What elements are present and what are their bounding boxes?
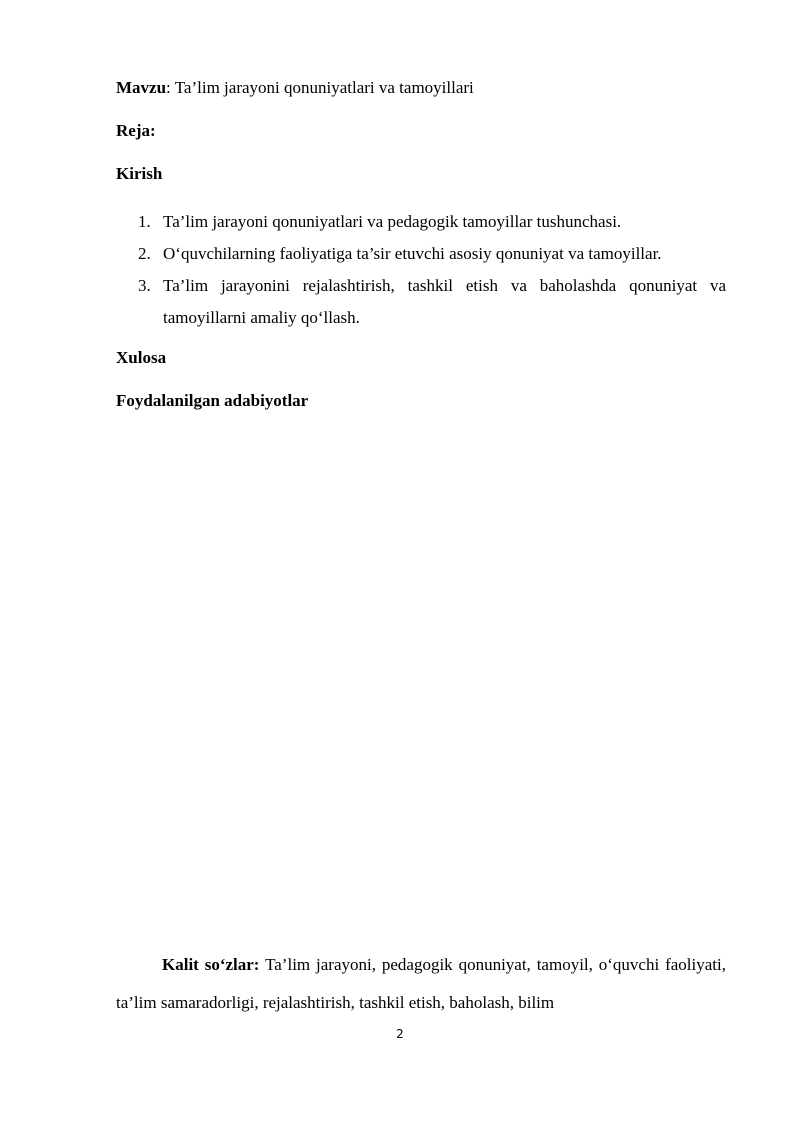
- plan-item-text: Ta’lim jarayonini rejalashtirish, tashkil etish va baholashda qonuniyat va tamoyillarni amaliy qo‘llash.: [163, 276, 726, 327]
- plan-item-2: [116, 238, 726, 270]
- topic-separator: :: [166, 78, 171, 97]
- plan-heading: Reja:: [116, 121, 156, 140]
- plan-list: [116, 206, 726, 334]
- references-heading: Foydalanilgan adabiyotlar: [116, 391, 309, 410]
- conclusion-heading: Xulosa: [116, 348, 167, 367]
- plan-item-number: 3.: [138, 276, 151, 295]
- topic-text: Ta’lim jarayoni qonuniyatlari va tamoyillari: [170, 78, 474, 97]
- topic-label: Mavzu: [116, 78, 167, 97]
- plan-item-1: [116, 206, 726, 238]
- page-number: 2: [396, 1027, 404, 1041]
- plan-item-3: [116, 270, 726, 334]
- topic-line: [116, 78, 474, 98]
- plan-item-text: O‘quvchilarning faoliyatiga ta’sir etuvchi asosiy qonuniyat va tamoyillar.: [163, 244, 662, 263]
- plan-item-number: 1.: [138, 212, 151, 231]
- intro-heading: Kirish: [116, 164, 163, 183]
- keywords-label: Kalit so‘zlar:: [162, 955, 260, 974]
- plan-item-number: 2.: [138, 244, 151, 263]
- keywords-text: Ta’lim jarayoni, pedagogik qonuniyat, tamoyil, o‘quvchi faoliyati, ta’lim samaradorligi, rejalashtirish, tashkil etish, baholash, bilim: [116, 955, 726, 1012]
- plan-item-text: Ta’lim jarayoni qonuniyatlari va pedagogik tamoyillar tushunchasi.: [163, 212, 622, 231]
- keywords-paragraph: [116, 946, 726, 1022]
